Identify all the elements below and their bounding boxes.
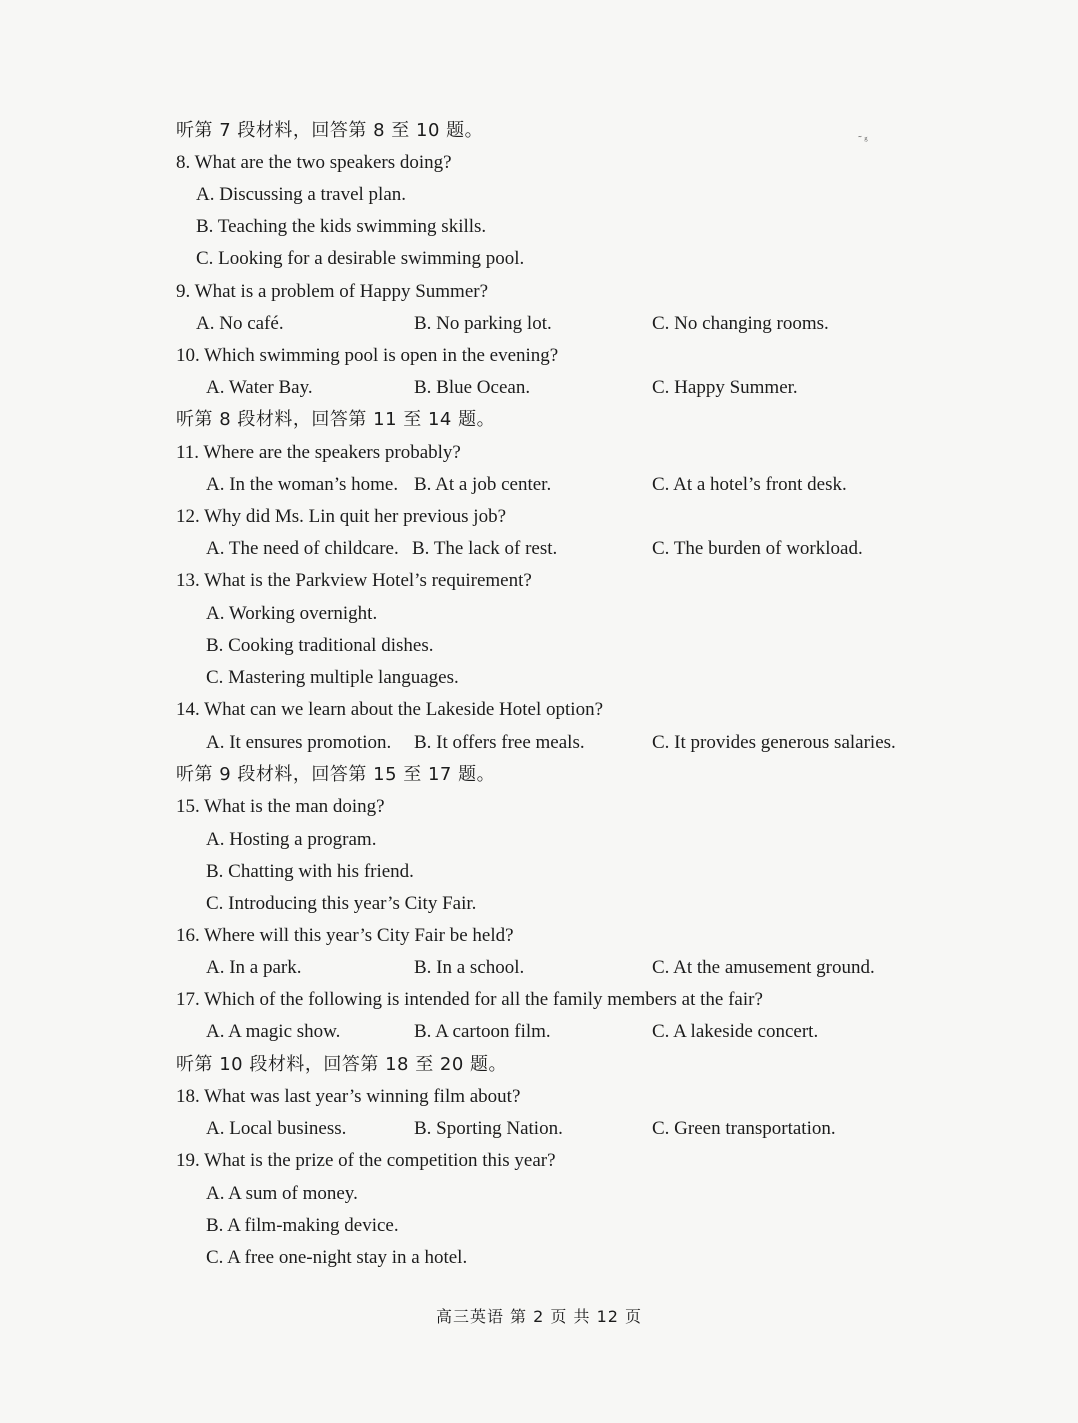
option-18b: B. Sporting Nation. <box>414 1118 563 1139</box>
option-13a: A. Working overnight. <box>206 603 378 624</box>
option-15b: B. Chatting with his friend. <box>206 861 414 882</box>
option-8b: B. Teaching the kids swimming skills. <box>196 216 487 237</box>
option-11c: C. At a hotel’s front desk. <box>652 474 847 495</box>
question-17: 17. Which of the following is intended for all the family members at the fair? <box>176 989 763 1010</box>
option-16c: C. At the amusement ground. <box>652 957 875 978</box>
stray-mark: ˜ ᵍ <box>858 134 868 146</box>
option-10c: C. Happy Summer. <box>652 377 798 398</box>
option-15c: C. Introducing this year’s City Fair. <box>206 893 477 914</box>
option-17b: B. A cartoon film. <box>414 1021 551 1042</box>
option-19b: B. A film-making device. <box>206 1215 399 1236</box>
section-heading: 听第 9 段材料，回答第 15 至 17 题。 <box>176 764 496 785</box>
question-10: 10. Which swimming pool is open in the evening? <box>176 345 559 366</box>
option-17a: A. A magic show. <box>206 1021 341 1042</box>
option-13b: B. Cooking traditional dishes. <box>206 635 434 656</box>
question-8: 8. What are the two speakers doing? <box>176 152 452 173</box>
question-19: 19. What is the prize of the competition this year? <box>176 1150 556 1171</box>
option-18a: A. Local business. <box>206 1118 347 1139</box>
question-9: 9. What is a problem of Happy Summer? <box>176 281 489 302</box>
option-11b: B. At a job center. <box>414 474 552 495</box>
option-12c: C. The burden of workload. <box>652 538 863 559</box>
option-8c: C. Looking for a desirable swimming pool. <box>196 248 525 269</box>
option-12b: B. The lack of rest. <box>412 538 558 559</box>
option-15a: A. Hosting a program. <box>206 829 377 850</box>
option-8a: A. Discussing a travel plan. <box>196 184 407 205</box>
option-9b: B. No parking lot. <box>414 313 552 334</box>
question-11: 11. Where are the speakers probably? <box>176 442 461 463</box>
option-14c: C. It provides generous salaries. <box>652 732 896 753</box>
section-heading: 听第 10 段材料，回答第 18 至 20 题。 <box>176 1054 508 1075</box>
option-11a: A. In the woman’s home. <box>206 474 399 495</box>
option-16b: B. In a school. <box>414 957 525 978</box>
option-17c: C. A lakeside concert. <box>652 1021 819 1042</box>
page-footer: 高三英语 第 2 页 共 12 页 <box>435 1307 643 1326</box>
option-9c: C. No changing rooms. <box>652 313 829 334</box>
section-heading: 听第 7 段材料，回答第 8 至 10 题。 <box>176 120 484 141</box>
option-19c: C. A free one-night stay in a hotel. <box>206 1247 468 1268</box>
option-12a: A. The need of childcare. <box>206 538 399 559</box>
option-10b: B. Blue Ocean. <box>414 377 531 398</box>
question-16: 16. Where will this year’s City Fair be held? <box>176 925 514 946</box>
option-16a: A. In a park. <box>206 957 302 978</box>
option-14b: B. It offers free meals. <box>414 732 585 753</box>
question-15: 15. What is the man doing? <box>176 796 385 817</box>
option-9a: A. No café. <box>196 313 284 334</box>
section-heading: 听第 8 段材料，回答第 11 至 14 题。 <box>176 409 496 430</box>
question-13: 13. What is the Parkview Hotel’s requirement? <box>176 570 532 591</box>
option-18c: C. Green transportation. <box>652 1118 836 1139</box>
option-10a: A. Water Bay. <box>206 377 313 398</box>
option-13c: C. Mastering multiple languages. <box>206 667 459 688</box>
option-14a: A. It ensures promotion. <box>206 732 392 753</box>
option-19a: A. A sum of money. <box>206 1183 358 1204</box>
question-14: 14. What can we learn about the Lakeside Hotel option? <box>176 699 603 720</box>
question-12: 12. Why did Ms. Lin quit her previous job? <box>176 506 507 527</box>
question-18: 18. What was last year’s winning film about? <box>176 1086 521 1107</box>
